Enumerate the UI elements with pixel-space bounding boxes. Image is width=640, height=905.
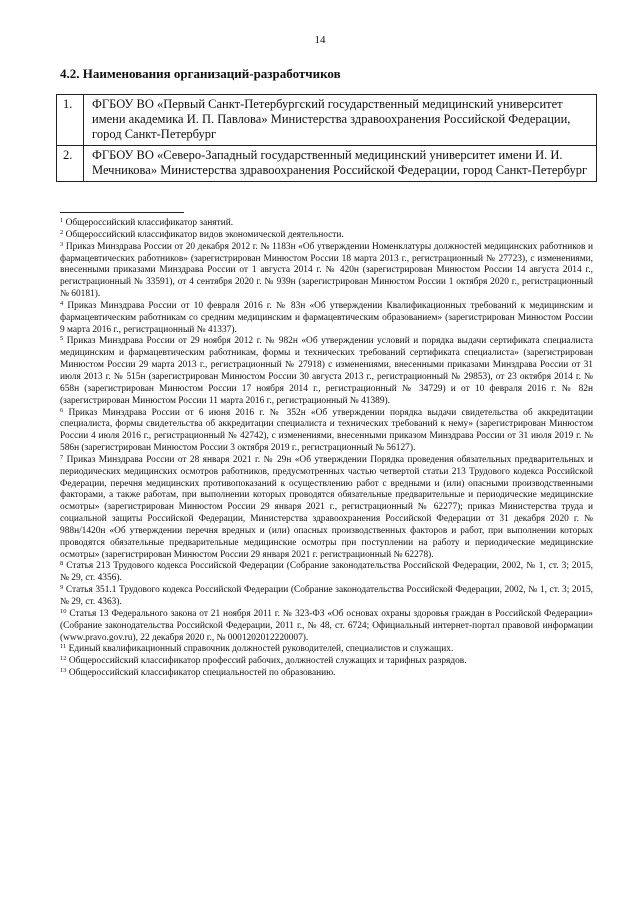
footnote-text: Статья 213 Трудового кодекса Российской Федерации (Собрание законодательства Российской Федерации, 2002, № 1, ст. 3; 2015, № 29, ст. 4356). [60, 561, 594, 584]
row-number: 2. [57, 146, 84, 182]
footnote-text: Приказ Минздрава России от 29 ноября 2012 г. № 982н «Об утверждении условий и порядка выдачи сертификата специалиста медицинским и фармацевтическим работникам, формы и технических требований сертификата специалиста» (зарегистрирован Минюстом России 29 марта 2013 г., регистрационный № 27918) с изменениями, внесенными приказами Минздрава России от 31 июля 2013 г. № 515н (зарегистрирован Минюстом России 30 августа 2013 г., регистрационный № 29853), от 23 октября 2014 г. № 658н (зарегистрирован Минюстом России 17 ноября 2014 г., регистрационный № 34729) и от 10 февраля 2016 г. № 82н (зарегистрирован Минюстом России 11 марта 2016 г., регистрационный № 41389). [60, 336, 594, 406]
footnote-marker: 12 [60, 655, 67, 663]
footnote-marker: 9 [60, 584, 64, 592]
footnote-marker: 4 [60, 299, 64, 307]
footnote-text: Приказ Минздрава России от 28 января 2021 г. № 29н «Об утверждении Порядка проведения обязательных предварительных и периодических медицинских осмотров работников, предусмотренных частью четвертой статьи 213 Трудового кодекса Российской Федерации, перечня медицинских противопоказаний к осуществлению работ с вредными и (или) опасными производственными факторами, а также работам, при выполнении которых проводятся обязательные предварительные и периодические медицинские осмотры» (зарегистрирован Минюстом России 29 января 2021 г., регистрационный № 62277); приказ Министерства труда и социальной защиты Российской Федерации, Министерства здравоохранения Российской Федерации от 31 декабря 2020 г. № 988н/1420н «Об утверждении перечня вредных и (или) опасных производственных факторов и работ, при выполнении которых проводятся обязательные предварительные медицинские осмотры при поступлении на работу и периодические медицинские осмотры» (зарегистрирован Минюстом России 29 января 2021 г. регистрационный № 62278). [60, 454, 593, 560]
footnote-text: Единый квалификационный справочник должностей руководителей, специалистов и служащих. [68, 644, 454, 655]
footnote [60, 455, 593, 562]
footnote-marker: 3 [60, 240, 64, 248]
footnote [60, 230, 593, 242]
footnote-text: Общероссийский классификатор видов экономической деятельности. [65, 229, 344, 240]
footnote-marker: 6 [60, 406, 64, 414]
footnotes-list [60, 218, 593, 680]
footnote-marker: 8 [60, 560, 64, 568]
table-row [57, 146, 597, 182]
page-number: 14 [314, 34, 326, 46]
footnote-marker: 2 [60, 228, 64, 236]
footnote-text: Общероссийский классификатор специальностей по образованию. [68, 668, 336, 679]
section-heading: 4.2. Наименования организаций-разработчиков [60, 66, 341, 81]
organization-name: ФГБОУ ВО «Первый Санкт-Петербургский государственный медицинский университет имени академика И. П. Павлова» Министерства здравоохранения Российской Федерации, город Санкт-Петербург [84, 95, 597, 146]
footnote-marker: 11 [60, 643, 67, 651]
footnote-marker: 5 [60, 335, 64, 343]
organization-name: ФГБОУ ВО «Северо-Западный государственный медицинский университет имени И. И. Мечникова» Министерства здравоохранения Российской Федерации, город Санкт-Петербург [84, 146, 597, 182]
footnote [60, 218, 593, 230]
footnote-text: Общероссийский классификатор профессий рабочих, должностей служащих и тарифных разрядов. [68, 656, 467, 667]
footnote-text: Приказ Минздрава России от 20 декабря 2012 г. № 1183н «Об утверждении Номенклатуры должностей медицинских работников и фармацевтических работников» (зарегистрирован Минюстом России 18 марта 2013 г., регистрационный № 27723), с изменениями, внесенными приказами Минздрава России от 1 августа 2014 г. № 420н (зарегистрирован Минюстом России 14 августа 2014 г., регистрационный № 33591), от 4 сентября 2020 г. № 939н (зарегистрирован Минюстом России 1 октября 2020 г., регистрационный № 60181). [60, 241, 594, 300]
footnote-text: Статья 351.1 Трудового кодекса Российской Федерации (Собрание законодательства Российской Федерации, 2002, № 1, ст. 3; 2015, № 29, ст. 4363). [60, 585, 593, 607]
footnote-text: Общероссийский классификатор занятий. [65, 218, 234, 228]
footnote [60, 242, 593, 301]
footnote-marker: 10 [60, 607, 67, 615]
footnote-marker: 7 [60, 453, 64, 461]
footnote-text: Приказ Минздрава России от 10 февраля 2016 г. № 83н «Об утверждении Квалификационных требований к медицинским и фармацевтическим работникам со средним медицинским и фармацевтическим образованием» (зарегистрирован Минюстом России 9 марта 2016 г., регистрационный № 41337). [60, 300, 594, 335]
footnote-separator [60, 212, 184, 213]
footnote [60, 301, 593, 337]
footnote-text: Статья 13 Федерального закона от 21 ноября 2011 г. № 323-ФЗ «Об основах охраны здоровья граждан в Российской Федерации» (Собрание законодательства Российской Федерации, 2011 г., № 48, ст. 6724; Официальный интернет-портал правовой информации (www.pravo.gov.ru), 22 декабря 2020 г., № 0001202012220007). [60, 608, 593, 643]
footnote-marker: 13 [60, 667, 67, 675]
footnote-text: Приказ Минздрава России от 6 июня 2016 г. № 352н «Об утверждении порядка выдачи свидетельства об аккредитации специалиста, формы свидетельства об аккредитации специалиста и технических требований к нему» (зарегистрирован Минюстом России 4 июля 2016 г., регистрационный № 42742), с изменениями, внесенными приказом Минздрава России от 31 июля 2019 г. № 586н (зарегистрирован Минюстом России 3 октября 2019 г., регистрационный № 56127). [60, 407, 594, 454]
footnote [60, 585, 593, 609]
organizations-table [56, 94, 597, 182]
footnote [60, 668, 593, 680]
footnote [60, 609, 593, 645]
footnote [60, 656, 593, 668]
footnote [60, 561, 593, 585]
footnote [60, 644, 593, 656]
footnote-marker: 1 [60, 217, 64, 224]
row-number: 1. [57, 95, 84, 146]
footnote [60, 408, 593, 455]
table-row [57, 95, 597, 146]
footnote [60, 336, 593, 407]
